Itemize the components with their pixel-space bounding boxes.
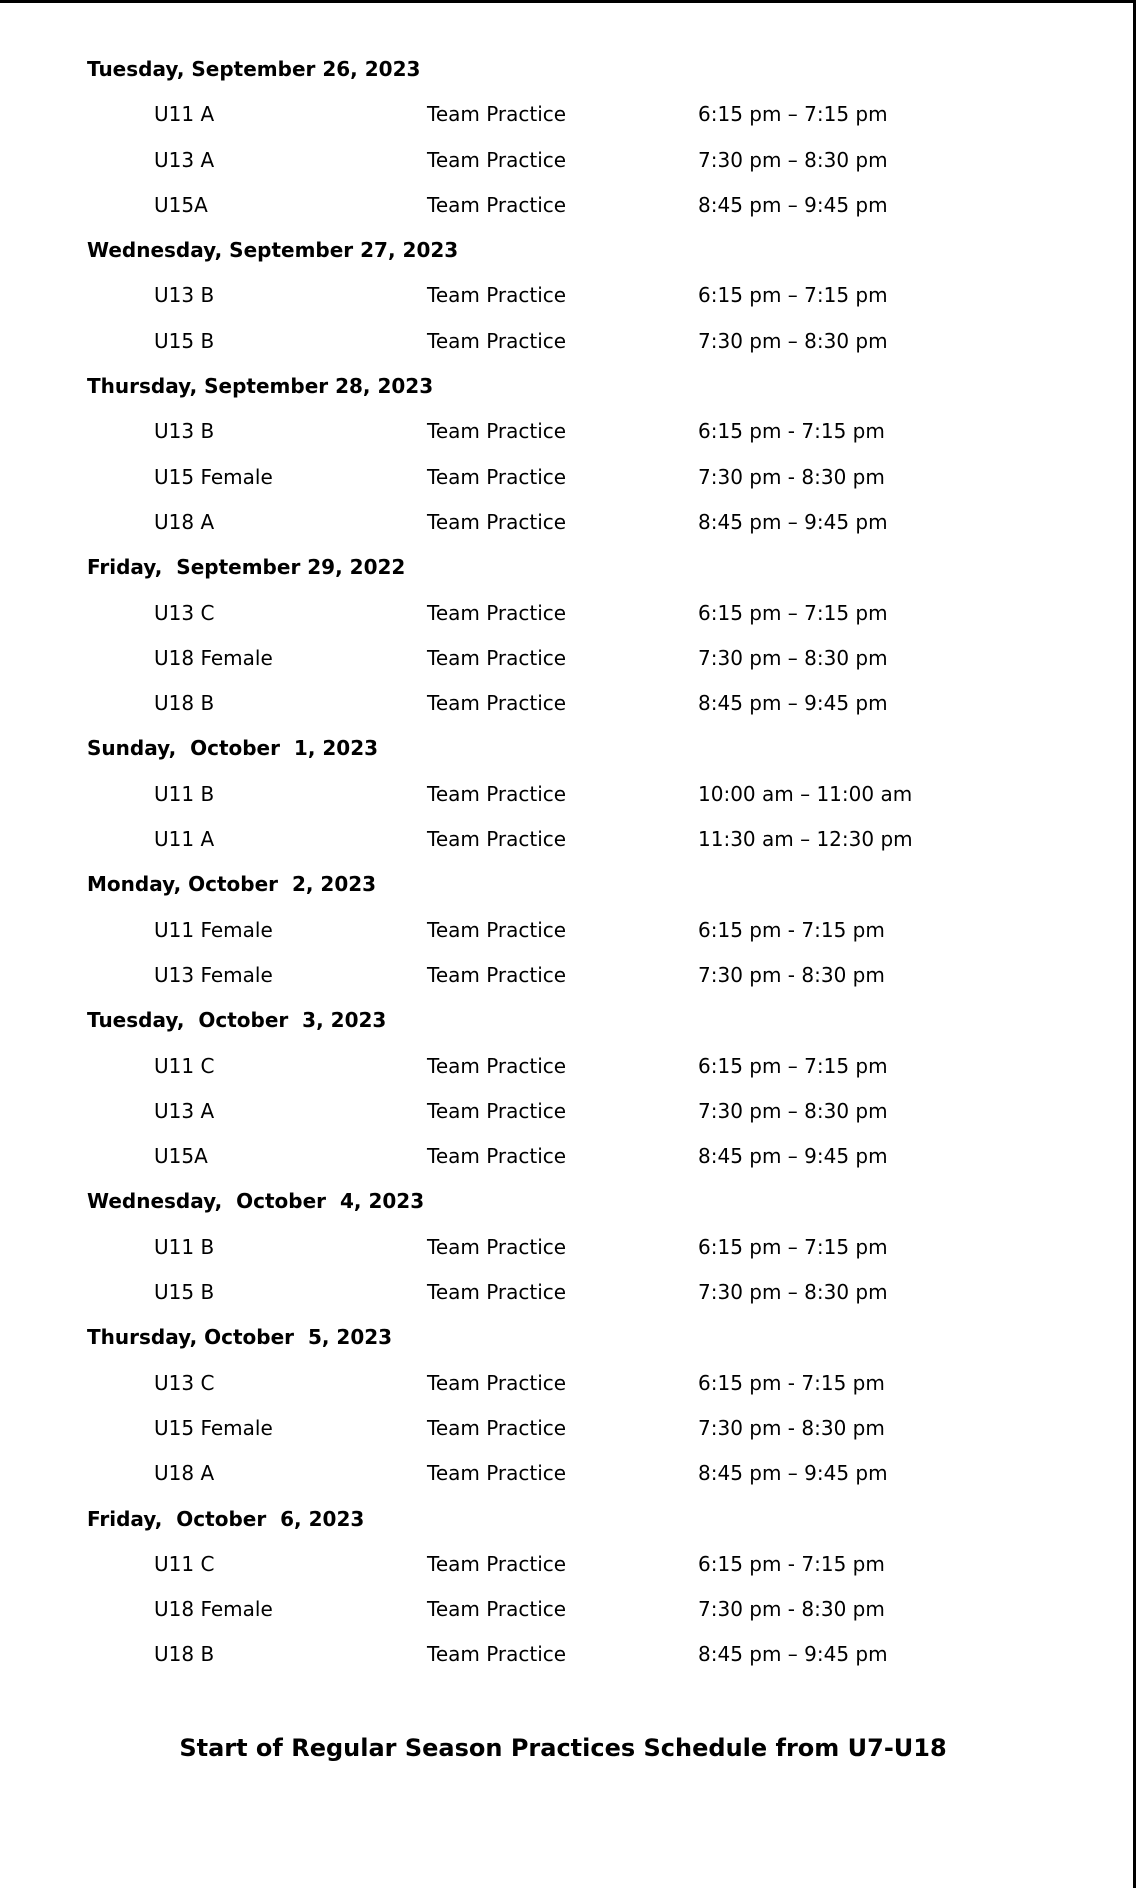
schedule-entry — [87, 457, 987, 502]
schedule-entry — [87, 910, 987, 955]
entry-activity: Team Practice — [427, 600, 567, 625]
entry-activity: Team Practice — [427, 645, 567, 670]
schedule-entry — [87, 140, 987, 185]
day-heading: Wednesday, September 27, 2023 — [87, 238, 459, 263]
schedule-entry — [87, 774, 987, 819]
schedule-entry — [87, 1408, 987, 1453]
entry-time: 7:30 pm - 8:30 pm — [698, 962, 885, 987]
entry-activity: Team Practice — [427, 781, 567, 806]
entry-time: 6:15 pm - 7:15 pm — [698, 1551, 885, 1576]
schedule-entry — [87, 593, 987, 638]
entry-time: 6:15 pm – 7:15 pm — [698, 1234, 888, 1259]
entry-team: U18 Female — [154, 645, 273, 670]
entry-activity: Team Practice — [427, 1280, 567, 1305]
entry-activity: Team Practice — [427, 1461, 567, 1486]
entry-time: 8:45 pm – 9:45 pm — [698, 1461, 888, 1486]
schedule-title: Start of Regular Season Practices Schedule from U7-U18 — [179, 1734, 947, 1762]
day-heading: Tuesday, October 3, 2023 — [87, 1008, 387, 1033]
entry-activity: Team Practice — [427, 464, 567, 489]
day-heading: Friday, October 6, 2023 — [87, 1506, 365, 1531]
entry-activity: Team Practice — [427, 328, 567, 353]
entry-activity: Team Practice — [427, 1642, 567, 1667]
schedule-entry — [87, 683, 987, 728]
entry-team: U15 B — [154, 1280, 215, 1305]
entry-time: 7:30 pm – 8:30 pm — [698, 1098, 888, 1123]
entry-activity: Team Practice — [427, 1234, 567, 1259]
entry-activity: Team Practice — [427, 419, 567, 444]
entry-team: U11 Female — [154, 917, 273, 942]
schedule-entry — [87, 819, 987, 864]
entry-team: U15 Female — [154, 1415, 273, 1440]
schedule-entry — [87, 1046, 987, 1091]
entry-team: U13 B — [154, 283, 215, 308]
practice-schedule — [87, 49, 987, 1680]
entry-team: U15A — [154, 1144, 208, 1169]
entry-activity: Team Practice — [427, 192, 567, 217]
entry-activity: Team Practice — [427, 1415, 567, 1440]
schedule-entry — [87, 275, 987, 320]
entry-activity: Team Practice — [427, 1144, 567, 1169]
schedule-entry — [87, 1544, 987, 1589]
entry-time: 7:30 pm - 8:30 pm — [698, 464, 885, 489]
entry-activity: Team Practice — [427, 102, 567, 127]
schedule-entry — [87, 411, 987, 456]
entry-time: 8:45 pm – 9:45 pm — [698, 1642, 888, 1667]
entry-time: 7:30 pm – 8:30 pm — [698, 147, 888, 172]
entry-team: U18 B — [154, 1642, 215, 1667]
entry-activity: Team Practice — [427, 962, 567, 987]
entry-time: 8:45 pm – 9:45 pm — [698, 1144, 888, 1169]
entry-time: 7:30 pm - 8:30 pm — [698, 1597, 885, 1622]
entry-team: U11 C — [154, 1551, 215, 1576]
day-heading: Sunday, October 1, 2023 — [87, 736, 379, 761]
entry-team: U18 B — [154, 691, 215, 716]
schedule-entry — [87, 955, 987, 1000]
schedule-entry — [87, 185, 987, 230]
entry-team: U11 A — [154, 102, 215, 127]
entry-team: U13 C — [154, 1370, 215, 1395]
schedule-entry — [87, 321, 987, 366]
entry-activity: Team Practice — [427, 827, 567, 852]
schedule-entry — [87, 1272, 987, 1317]
schedule-entry — [87, 1453, 987, 1498]
entry-team: U18 A — [154, 509, 215, 534]
entry-activity: Team Practice — [427, 691, 567, 716]
schedule-entry — [87, 1589, 987, 1634]
entry-time: 6:15 pm - 7:15 pm — [698, 917, 885, 942]
entry-activity: Team Practice — [427, 147, 567, 172]
entry-time: 7:30 pm - 8:30 pm — [698, 1415, 885, 1440]
entry-time: 8:45 pm – 9:45 pm — [698, 509, 888, 534]
entry-team: U13 Female — [154, 962, 273, 987]
entry-activity: Team Practice — [427, 1551, 567, 1576]
schedule-entry — [87, 94, 987, 139]
entry-team: U18 A — [154, 1461, 215, 1486]
schedule-entry — [87, 502, 987, 547]
entry-time: 6:15 pm - 7:15 pm — [698, 1370, 885, 1395]
entry-activity: Team Practice — [427, 1053, 567, 1078]
entry-activity: Team Practice — [427, 917, 567, 942]
entry-time: 11:30 am – 12:30 pm — [698, 827, 913, 852]
schedule-entry — [87, 638, 987, 683]
entry-team: U18 Female — [154, 1597, 273, 1622]
schedule-entry — [87, 1363, 987, 1408]
entry-activity: Team Practice — [427, 1597, 567, 1622]
day-heading: Thursday, September 28, 2023 — [87, 374, 434, 399]
day-heading: Friday, September 29, 2022 — [87, 555, 406, 580]
entry-time: 7:30 pm – 8:30 pm — [698, 328, 888, 353]
entry-activity: Team Practice — [427, 1098, 567, 1123]
entry-team: U13 A — [154, 1098, 215, 1123]
entry-team: U13 A — [154, 147, 215, 172]
entry-time: 7:30 pm – 8:30 pm — [698, 1280, 888, 1305]
day-heading: Thursday, October 5, 2023 — [87, 1325, 393, 1350]
entry-team: U11 C — [154, 1053, 215, 1078]
entry-time: 6:15 pm – 7:15 pm — [698, 102, 888, 127]
entry-team: U15 Female — [154, 464, 273, 489]
schedule-entry — [87, 1634, 987, 1679]
day-heading: Monday, October 2, 2023 — [87, 872, 377, 897]
schedule-entry — [87, 1091, 987, 1136]
entry-time: 10:00 am – 11:00 am — [698, 781, 913, 806]
entry-time: 6:15 pm – 7:15 pm — [698, 1053, 888, 1078]
entry-team: U15A — [154, 192, 208, 217]
entry-time: 8:45 pm – 9:45 pm — [698, 192, 888, 217]
entry-team: U11 A — [154, 827, 215, 852]
entry-time: 6:15 pm - 7:15 pm — [698, 419, 885, 444]
entry-team: U13 C — [154, 600, 215, 625]
entry-time: 6:15 pm – 7:15 pm — [698, 283, 888, 308]
day-heading: Wednesday, October 4, 2023 — [87, 1189, 425, 1214]
entry-activity: Team Practice — [427, 509, 567, 534]
entry-team: U11 B — [154, 1234, 215, 1259]
entry-team: U13 B — [154, 419, 215, 444]
entry-time: 6:15 pm – 7:15 pm — [698, 600, 888, 625]
entry-time: 7:30 pm – 8:30 pm — [698, 645, 888, 670]
entry-team: U15 B — [154, 328, 215, 353]
schedule-entry — [87, 1136, 987, 1181]
entry-team: U11 B — [154, 781, 215, 806]
schedule-entry — [87, 1227, 987, 1272]
entry-time: 8:45 pm – 9:45 pm — [698, 691, 888, 716]
entry-activity: Team Practice — [427, 1370, 567, 1395]
entry-activity: Team Practice — [427, 283, 567, 308]
day-heading: Tuesday, September 26, 2023 — [87, 57, 421, 81]
